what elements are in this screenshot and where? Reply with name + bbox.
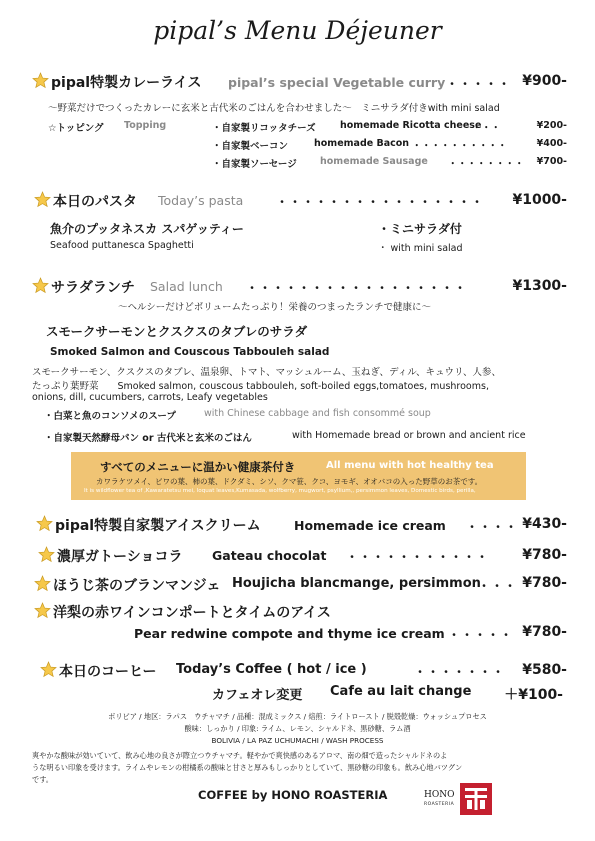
topping-sausage-en: homemade Sausage — [320, 156, 428, 167]
pasta-name-ja: 本日のパスタ — [53, 194, 137, 210]
coffee-price: ¥580- — [522, 662, 567, 678]
coffee-spec-2: 酸味：しっかり / 印象: ライム、レモン、シャルドネ、黒砂糖、ラム酒 — [184, 724, 411, 733]
dessert-ice-cream-price: ¥430- — [522, 516, 567, 532]
topping-bacon-dots: ・・・・・・・・・・ — [412, 141, 508, 152]
dessert-ice-cream-dots: ・・・・ — [466, 520, 519, 534]
topping-label: ☆トッピング — [48, 123, 104, 134]
topping-sausage-dots: ・・・・・・・・ — [448, 159, 525, 170]
star-icon — [38, 546, 55, 563]
pasta-side-ja: ・ミニサラダ付 — [378, 222, 462, 236]
salad-heading — [32, 277, 135, 297]
cafe-au-lait-ja: カフェオレ変更 — [212, 688, 303, 703]
topping-ricotta-en: homemade Ricotta cheese — [340, 120, 482, 131]
coffee-desc-3: です。 — [32, 775, 53, 784]
curry-heading — [32, 72, 202, 92]
logo-text: HONO — [424, 790, 455, 800]
dessert-pear-ja: 洋梨の赤ワインコンポートとタイムのアイス — [53, 605, 331, 621]
topping-sausage-price: ¥700- — [536, 156, 567, 167]
tea-line-ja: カワラケツメイ、ビワの葉、柿の葉、ドクダミ、シソ、クマ笹、クコ、ヨモギ、オオバコの入った野草のお茶です。 — [96, 477, 483, 486]
roaster-name: COFFEE by HONO ROASTERIA — [198, 788, 388, 802]
star-icon — [40, 661, 57, 678]
dessert-blancmange-price: ¥780- — [522, 575, 567, 591]
dessert-pear-dots: ・・・・・ — [448, 628, 514, 642]
page-title: pipal’s Menu Déjeuner — [153, 16, 442, 45]
dessert-pear-price: ¥780- — [522, 624, 567, 640]
salad-description: ～ヘルシーだけどボリュームたっぷり！栄養のつまったランチで健康に～ — [118, 302, 431, 313]
tea-heading-ja: すべてのメニューに温かい健康茶付き — [100, 460, 296, 474]
salad-price: ¥1300- — [512, 278, 567, 294]
cafe-au-lait-price: ＋¥100- — [504, 687, 563, 703]
coffee-spec-3: BOLIVIA / LA PAZ UCHUMACHI / WASH PROCESS — [211, 736, 384, 745]
topping-label-en: Topping — [124, 120, 167, 131]
pasta-heading — [34, 191, 137, 211]
cafe-au-lait-en: Cafe au lait change — [330, 684, 472, 699]
star-icon — [32, 277, 49, 294]
dessert-gateau — [38, 546, 182, 566]
pasta-side-en: ・ with mini salad — [378, 243, 463, 254]
curry-price: ¥900- — [522, 73, 567, 89]
star-icon — [36, 515, 53, 532]
salad-dish-ja: スモークサーモンとクスクスのタブレのサラダ — [46, 324, 308, 339]
dessert-pear-en: Pear redwine compote and thyme ice cream — [134, 626, 445, 641]
hono-logo-icon — [460, 783, 492, 815]
dessert-ice-cream-ja: pipal特製自家製アイスクリーム — [55, 518, 261, 534]
star-icon — [32, 72, 49, 89]
coffee-desc-2: うな明るい印象を受けます。ライムやレモンの柑橘系の酸味と甘さと厚みもしっかりとしていて、黒砂糖の印象も。飲み心地バツグン — [32, 763, 463, 772]
topping-ricotta-price: ¥200- — [536, 120, 567, 131]
coffee-name-en: Today’s Coffee ( hot / ice ) — [176, 662, 367, 677]
coffee-heading — [40, 661, 156, 681]
topping-sausage: ・自家製ソーセージ — [212, 159, 297, 170]
dessert-ice-cream-en: Homemade ice cream — [294, 518, 446, 533]
coffee-spec-1: ボリビア / 地区：ラパス ウチャマチ / 品種：混成ミックス / 焙煎：ライトロースト / 脱殻乾燥：ウォッシュプロセス — [108, 712, 487, 721]
salad-name-ja: サラダランチ — [51, 280, 135, 296]
star-icon — [34, 575, 51, 592]
salad-dots: ・・・・・・・・・・・・・・・・・ — [246, 281, 468, 295]
salad-ingredients-1: スモークサーモン、クスクスのタブレ、温泉卵、トマト、マッシュルーム、玉ねぎ、ディル、キュウリ、人参、 — [32, 367, 502, 378]
curry-name-ja: pipal特製カレーライス — [51, 75, 202, 91]
salad-ingredients-2: たっぷり葉野菜 Smoked salmon, couscous tabbouleh, soft-boiled eggs,tomatoes, mushrooms, — [32, 381, 489, 392]
coffee-dots: ・・・・・・・ — [414, 665, 506, 679]
dessert-gateau-ja: 濃厚ガトーショコラ — [57, 549, 183, 565]
star-icon — [34, 191, 51, 208]
salad-name-en: Salad lunch — [150, 279, 223, 294]
star-icon — [34, 602, 51, 619]
dessert-gateau-dots: ・・・・・・・・・・・ — [346, 550, 490, 564]
dessert-gateau-price: ¥780- — [522, 547, 567, 563]
tea-heading-en: All menu with hot healthy tea — [326, 460, 494, 471]
pasta-dish-ja: 魚介のプッタネスカ スパゲッティー — [50, 222, 244, 236]
salad-soup-en: with Chinese cabbage and fish consommé soup — [204, 408, 431, 419]
pasta-dish-en: Seafood puttanesca Spaghetti — [50, 240, 194, 251]
dessert-pear — [34, 602, 331, 622]
topping-bacon-en: homemade Bacon — [314, 138, 410, 149]
pasta-dots: ・・・・・・・・・・・・・・・・ — [276, 195, 485, 209]
salad-dish-en: Smoked Salmon and Couscous Tabbouleh salad — [50, 346, 330, 358]
pasta-name-en: Today’s pasta — [158, 193, 244, 208]
salad-bread-ja: ・自家製天然酵母パン or 古代米と玄米のごはん — [44, 433, 252, 444]
coffee-desc-1: 爽やかな酸味が効いていて、飲み心地の良さが際立つウチャマチ。軽やかで爽快感のあるアロマ、南の畑で造ったシャルドネのよ — [32, 751, 448, 760]
dessert-blancmange — [34, 575, 220, 595]
topping-ricotta: ・自家製リコッタチーズ — [212, 123, 316, 134]
dessert-blancmange-dots: ・・・ — [478, 579, 518, 593]
dessert-ice-cream — [36, 515, 261, 535]
salad-soup-ja: ・白菜と魚のコンソメのスープ — [44, 411, 176, 422]
tea-line-en: It is wildflower tea of ,Kawaratetsu mei, loquat leaves,Kumasada, wolfberry, mugwort, psyllium,, persimmon leaves, Domestic birds, perilla, — [84, 488, 476, 494]
topping-bacon-price: ¥400- — [536, 138, 567, 149]
topping-bacon: ・自家製ベーコン — [212, 141, 289, 152]
pasta-price: ¥1000- — [512, 192, 567, 208]
dessert-blancmange-en: Houjicha blancmange, persimmon — [232, 576, 481, 591]
salad-bread-en: with Homemade bread or brown and ancient rice — [292, 430, 526, 441]
dessert-blancmange-ja: ほうじ茶のブランマンジェ — [53, 578, 221, 594]
topping-ricotta-dots: ・・・ — [472, 123, 501, 134]
dessert-gateau-en: Gateau chocolat — [212, 548, 327, 563]
curry-dots: ・・・・・ — [446, 77, 512, 91]
salad-ingredients-3: onions, dill, cucumbers, carrots, Leafy vegetables — [32, 392, 268, 403]
logo-sub: ROASTERIA — [424, 802, 455, 807]
curry-description: ～野菜だけでつくったカレーに玄米と古代米のごはんを合わせました～ ミニサラダ付きwith mini salad — [48, 103, 500, 114]
curry-name-en: pipal’s special Vegetable curry — [228, 75, 446, 90]
coffee-name-ja: 本日のコーヒー — [59, 664, 157, 680]
